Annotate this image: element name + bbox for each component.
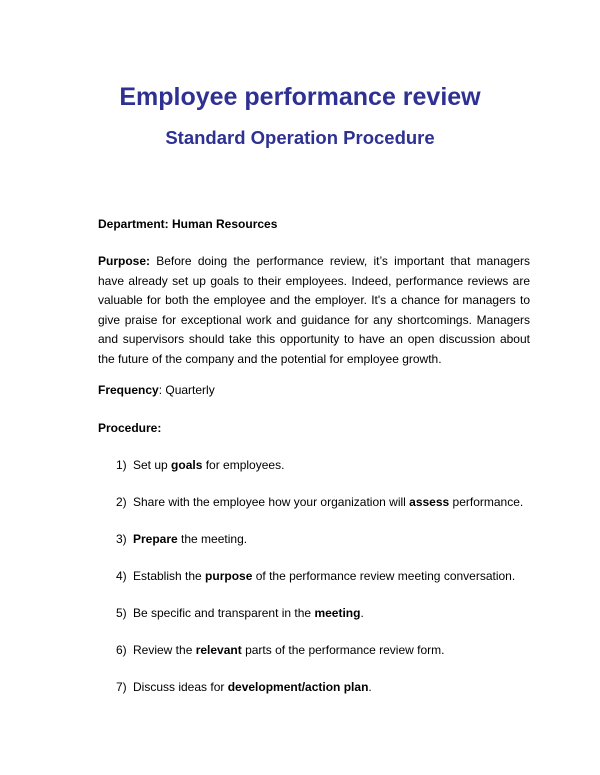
step-text (133, 494, 523, 510)
department-line: Department: Human Resources (98, 217, 278, 231)
step-text (133, 642, 444, 658)
step-keyword: Prepare (133, 532, 178, 546)
step-number: 4) (116, 569, 127, 583)
step-text (133, 605, 364, 621)
procedure-steps (0, 457, 600, 716)
step-keyword: purpose (205, 569, 253, 583)
step-text (133, 531, 247, 547)
step-keyword: meeting (314, 606, 361, 620)
step-keyword: relevant (195, 643, 242, 657)
step-keyword: development/action plan (227, 680, 369, 694)
procedure-step (0, 679, 600, 716)
step-text (133, 457, 284, 473)
procedure-step (0, 457, 600, 494)
step-text-post: the meeting. (177, 532, 248, 546)
step-text-pre: Set up (133, 458, 172, 472)
purpose-paragraph (98, 252, 530, 370)
step-text-post: . (360, 606, 364, 620)
step-number: 7) (116, 680, 127, 694)
procedure-step (0, 494, 600, 531)
step-keyword: goals (171, 458, 203, 472)
document-title: Employee performance review (119, 83, 481, 111)
step-text (133, 679, 372, 695)
step-number: 6) (116, 643, 127, 657)
step-text (133, 568, 515, 584)
step-number: 3) (116, 532, 127, 546)
step-text-pre: Discuss ideas for (133, 680, 228, 694)
frequency-value: : Quarterly (158, 383, 215, 397)
step-keyword: assess (409, 495, 450, 509)
procedure-heading: Procedure: (98, 421, 162, 435)
step-number: 1) (116, 458, 127, 472)
purpose-label: Purpose: (98, 254, 151, 268)
step-text-pre: Review the (133, 643, 196, 657)
procedure-step (0, 642, 600, 679)
step-number: 2) (116, 495, 127, 509)
step-text-pre: Be specific and transparent in the (133, 606, 315, 620)
step-number: 5) (116, 606, 127, 620)
frequency-label: Frequency (98, 383, 159, 397)
document-subtitle: Standard Operation Procedure (165, 127, 435, 148)
step-text-post: of the performance review meeting conversation. (252, 569, 516, 583)
procedure-step (0, 605, 600, 642)
procedure-step (0, 531, 600, 568)
step-text-post: . (368, 680, 372, 694)
step-text-post: parts of the performance review form. (241, 643, 445, 657)
procedure-step (0, 568, 600, 605)
step-text-pre: Establish the (133, 569, 206, 583)
purpose-text: Before doing the performance review, it’s important that managers have already set up goals to their employees. Indeed, performance reviews are valuable for both the employee and the employer. It's a chance for managers to give praise for exceptional work and guidance for any shortcomings. Managers and supervisors should take this opportunity to have an open discussion about the future of the company and the potential for employee growth. (98, 254, 530, 366)
step-text-post: performance. (449, 495, 524, 509)
frequency-line (98, 382, 215, 398)
step-text-pre: Share with the employee how your organization will (133, 495, 410, 509)
step-text-post: for employees. (202, 458, 285, 472)
